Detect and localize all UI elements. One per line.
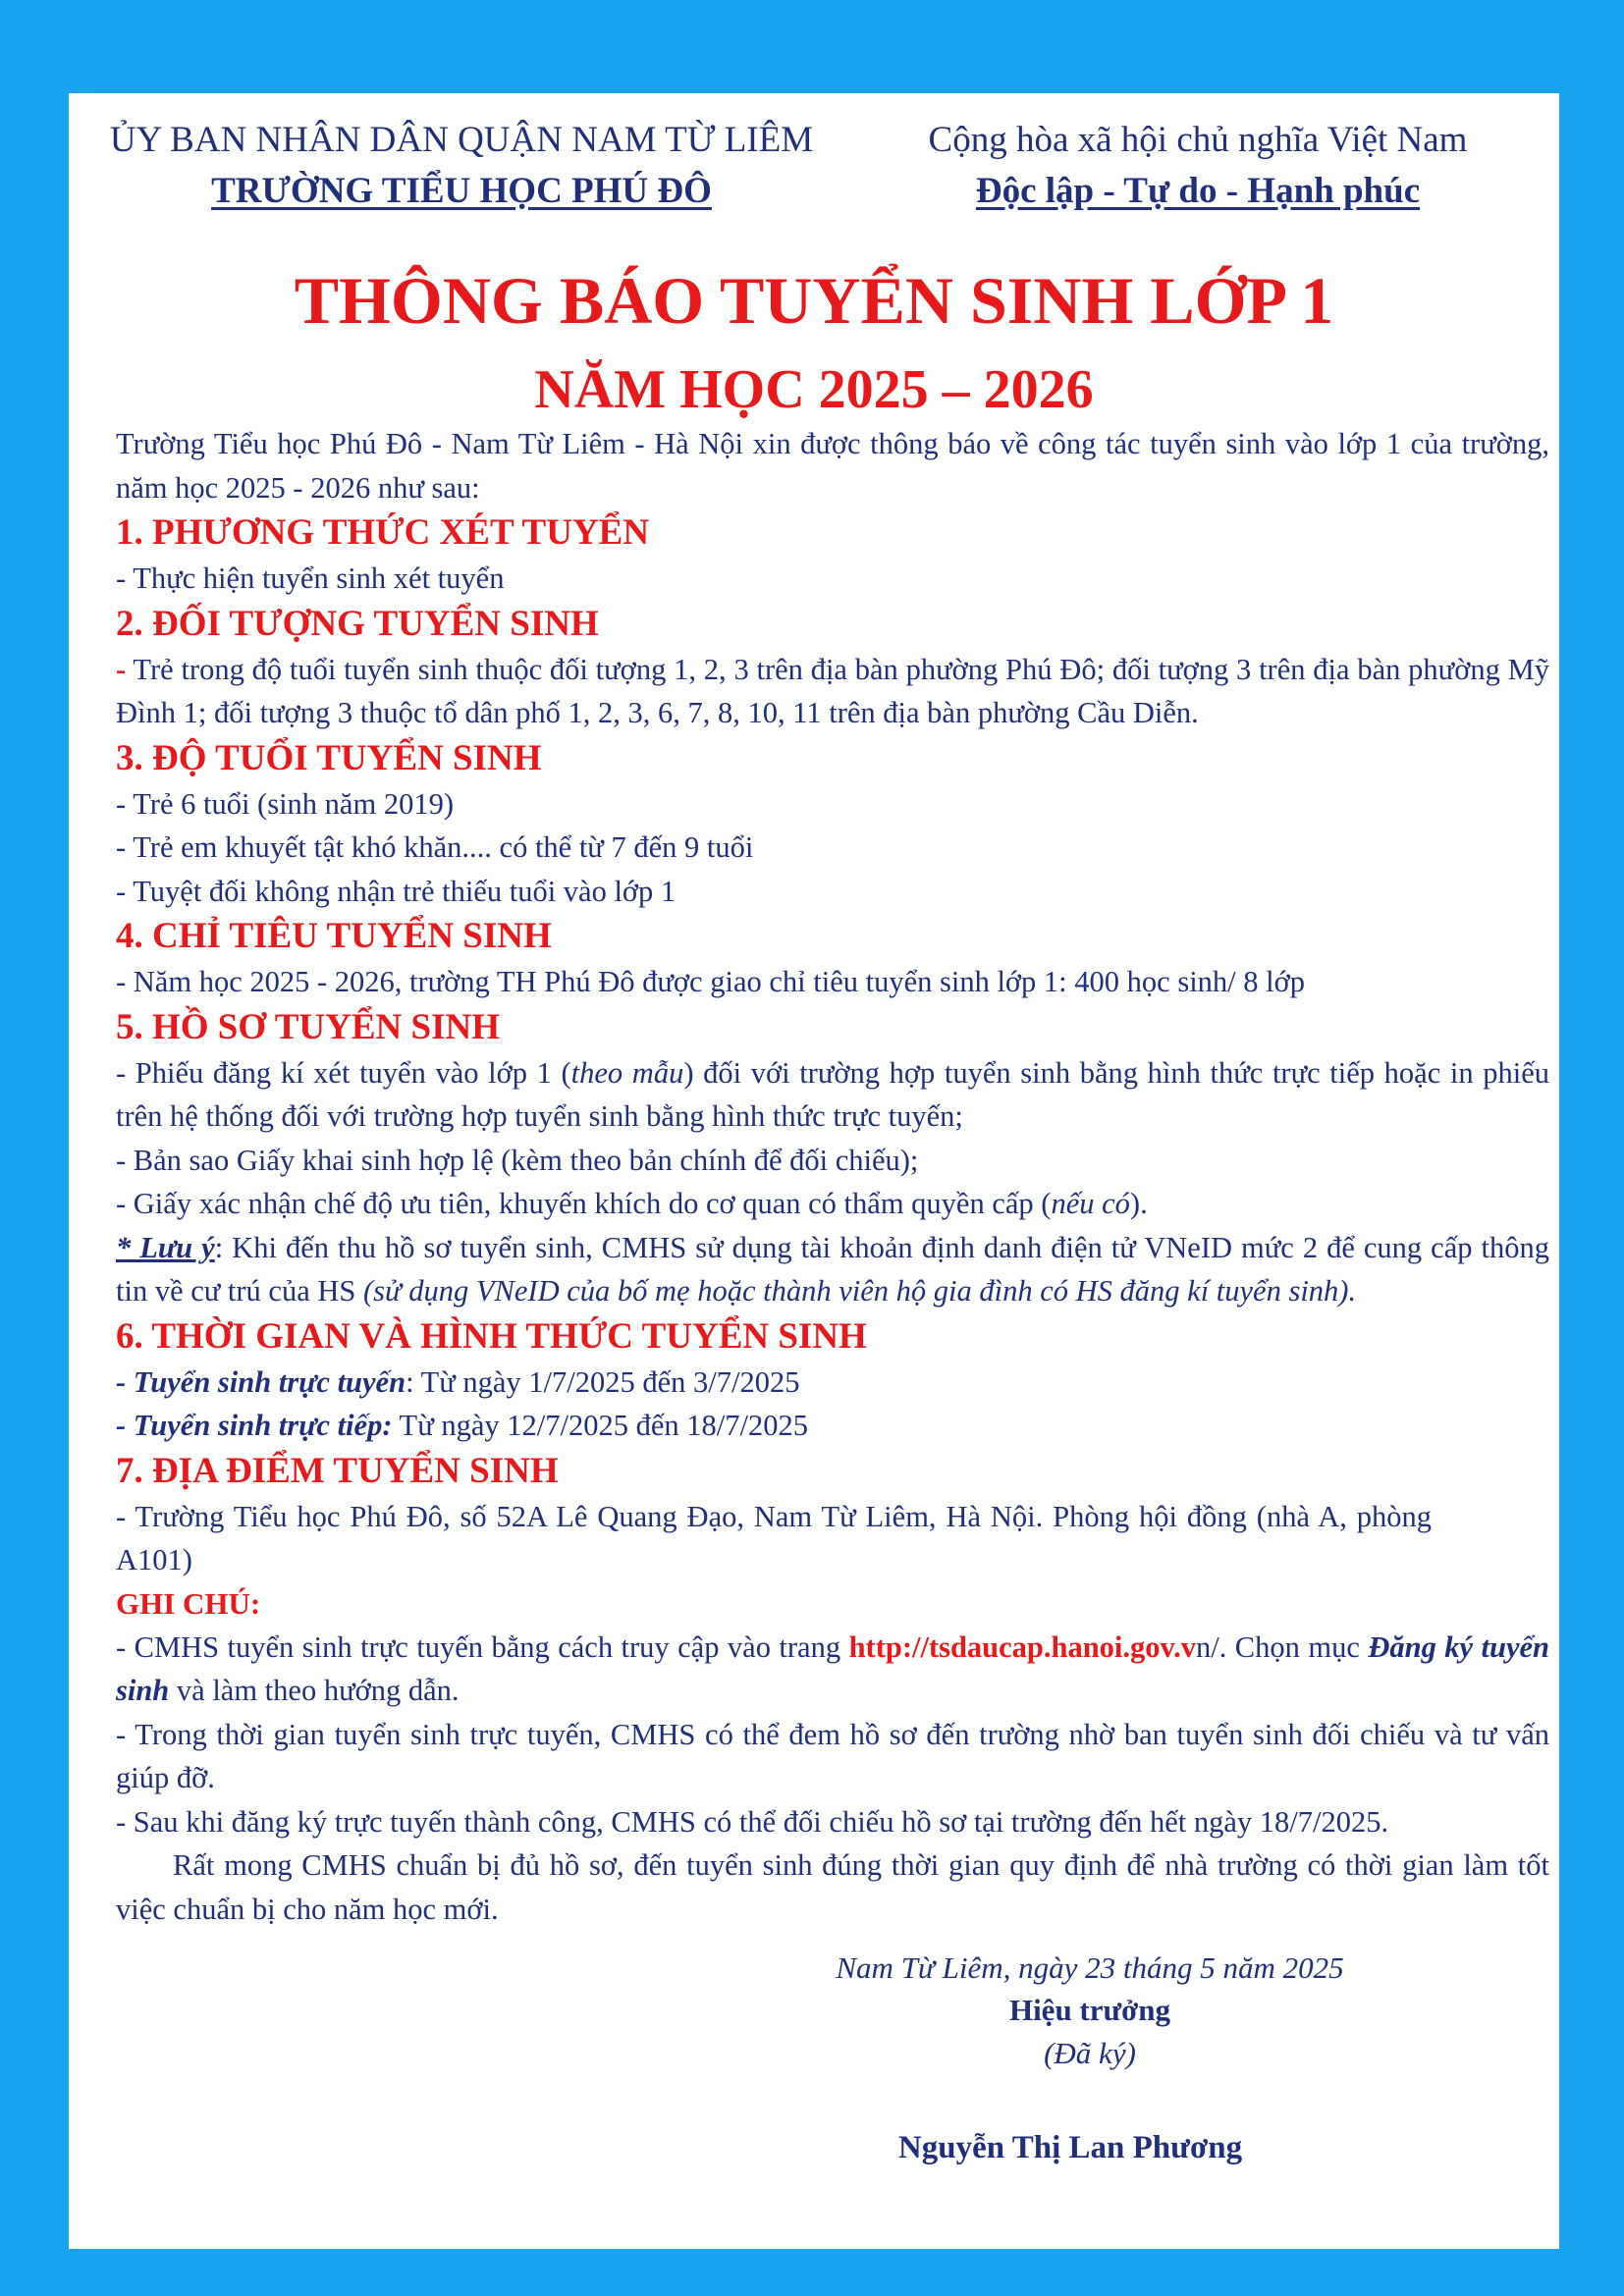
section3-line-2: - Trẻ em khuyết tật khó khăn.... có thể từ 7 đến 9 tuổi [116, 830, 754, 864]
section-heading-4: 4. CHỈ TIÊU TUYỂN SINH [116, 916, 552, 956]
section1-line: - Thực hiện tuyển sinh xét tuyển [116, 561, 505, 595]
district-committee: ỦY BAN NHÂN DÂN QUẬN NAM TỪ LIÊM [109, 120, 814, 160]
section-heading-5: 5. HỒ SƠ TUYỂN SINH [116, 1006, 500, 1047]
section5-item-3: - Giấy xác nhận chế độ ưu tiên, khuyến khích do cơ quan có thẩm quyền cấp (nếu có). [116, 1187, 1148, 1220]
note-1: - CMHS tuyển sinh trực tuyến bằng cách truy cập vào trang http://tsdaucap.hanoi.gov.vn/. Chọn mục Đăng ký tuyển sinh và làm theo hướng dẫn. [116, 1629, 1550, 1707]
signer-role: Hiệu trưởng [1008, 1993, 1171, 2027]
notes-heading: GHI CHÚ: [116, 1585, 261, 1621]
section3-line-3: - Tuyệt đối không nhận trẻ thiếu tuổi vào lớp 1 [116, 874, 677, 908]
section5-note: * Lưu ý: Khi đến thu hồ sơ tuyển sinh, CMHS sử dụng tài khoản định danh điện tử VNeID mức 2 để cung cấp thông tin về cư trú của HS (sử dụng VNeID của bố mẹ hoặc thành viên hộ gia đình có HS đăng kí tuyển sinh). [116, 1230, 1549, 1308]
notice-title: THÔNG BÁO TUYỂN SINH LỚP 1 [294, 263, 1334, 338]
national-motto [893, 115, 1502, 217]
signed-mark: (Đã ký) [1044, 2036, 1136, 2070]
place-date: Nam Từ Liêm, ngày 23 tháng 5 năm 2025 [836, 1950, 1344, 1985]
notice-body [116, 422, 1549, 1931]
section-heading-6: 6. THỜI GIAN VÀ HÌNH THỨC TUYỂN SINH [116, 1315, 867, 1357]
online-period: - Tuyển sinh trực tuyến: Từ ngày 1/7/2025 đến 3/7/2025 [116, 1364, 800, 1399]
motto: Độc lập - Tự do - Hạnh phúc [975, 171, 1421, 211]
signer-name: Nguyễn Thị Lan Phương [897, 2130, 1243, 2165]
section7-line: - Trường Tiểu học Phú Đô, số 52A Lê Quang Đạo, Nam Từ Liêm, Hà Nội. Phòng hội đồng (nhà A, phòng A101) [116, 1499, 1432, 1576]
section-heading-7: 7. ĐỊA ĐIỂM TUYỂN SINH [116, 1450, 559, 1491]
notice-page [69, 93, 1559, 2249]
section2-text: Trẻ trong độ tuổi tuyển sinh thuộc đối tượng 1, 2, 3 trên địa bàn phường Phú Đô; đối tượng 3 trên địa bàn phường Mỹ Đình 1; đối tượng 3 thuộc tổ dân phố 1, 2, 3, 6, 7, 8, 10, 11 trên địa bàn phường Cầu Diễn. [116, 652, 1549, 729]
issuer-header [98, 115, 825, 217]
section2-dash: - [116, 652, 127, 686]
note-label: * Lưu ý [116, 1230, 215, 1264]
section-heading-2: 2. ĐỐI TƯỢNG TUYỂN SINH [116, 603, 599, 644]
closing-paragraph: Rất mong CMHS chuẩn bị đủ hồ sơ, đến tuyển sinh đúng thời gian quy định để nhà trường có thời gian làm tốt việc chuẩn bị cho năm học mới. [116, 1848, 1549, 1926]
intro-paragraph: Trường Tiểu học Phú Đô - Nam Từ Liêm - Hà Nội xin được thông báo về công tác tuyển sinh vào lớp 1 của trường, năm học 2025 - 2026 như sau: [116, 427, 1549, 505]
section-heading-1: 1. PHƯƠNG THỨC XÉT TUYỂN [116, 512, 650, 553]
note-2: - Trong thời gian tuyển sinh trực tuyến, CMHS có thể đem hồ sơ đến trường nhờ ban tuyển sinh đối chiếu và tư vấn giúp đỡ. [116, 1717, 1549, 1794]
school-name: TRƯỜNG TIỂU HỌC PHÚ ĐÔ [211, 171, 712, 211]
republic-name: Cộng hòa xã hội chủ nghĩa Việt Nam [928, 120, 1468, 160]
section-heading-3: 3. ĐỘ TUỔI TUYỂN SINH [116, 737, 542, 778]
school-year-title: NĂM HỌC 2025 – 2026 [534, 359, 1094, 420]
section5-item-2: - Bản sao Giấy khai sinh hợp lệ (kèm theo bản chính để đối chiếu); [116, 1143, 919, 1177]
section2-paragraph [116, 648, 1549, 735]
direct-period: - Tuyển sinh trực tiếp: Từ ngày 12/7/2025 đến 18/7/2025 [116, 1409, 808, 1442]
section5-item-1: - Phiếu đăng kí xét tuyển vào lớp 1 (theo mẫu) đối với trường hợp tuyển sinh bằng hình thức trực tiếp hoặc in phiếu trên hệ thống đối với trường hợp tuyển sinh bằng hình thức trực tuyến; [116, 1055, 1549, 1133]
registration-link[interactable]: http://tsdaucap.hanoi.gov.v [848, 1629, 1196, 1664]
note-3: - Sau khi đăng ký trực tuyến thành công, CMHS có thể đối chiếu hồ sơ tại trường đến hết ngày 18/7/2025. [116, 1804, 1389, 1839]
section4-line: - Năm học 2025 - 2026, trường TH Phú Đô được giao chỉ tiêu tuyển sinh lớp 1: 400 học sinh/ 8 lớp [116, 965, 1305, 998]
section3-line-1: - Trẻ 6 tuổi (sinh năm 2019) [116, 786, 454, 821]
